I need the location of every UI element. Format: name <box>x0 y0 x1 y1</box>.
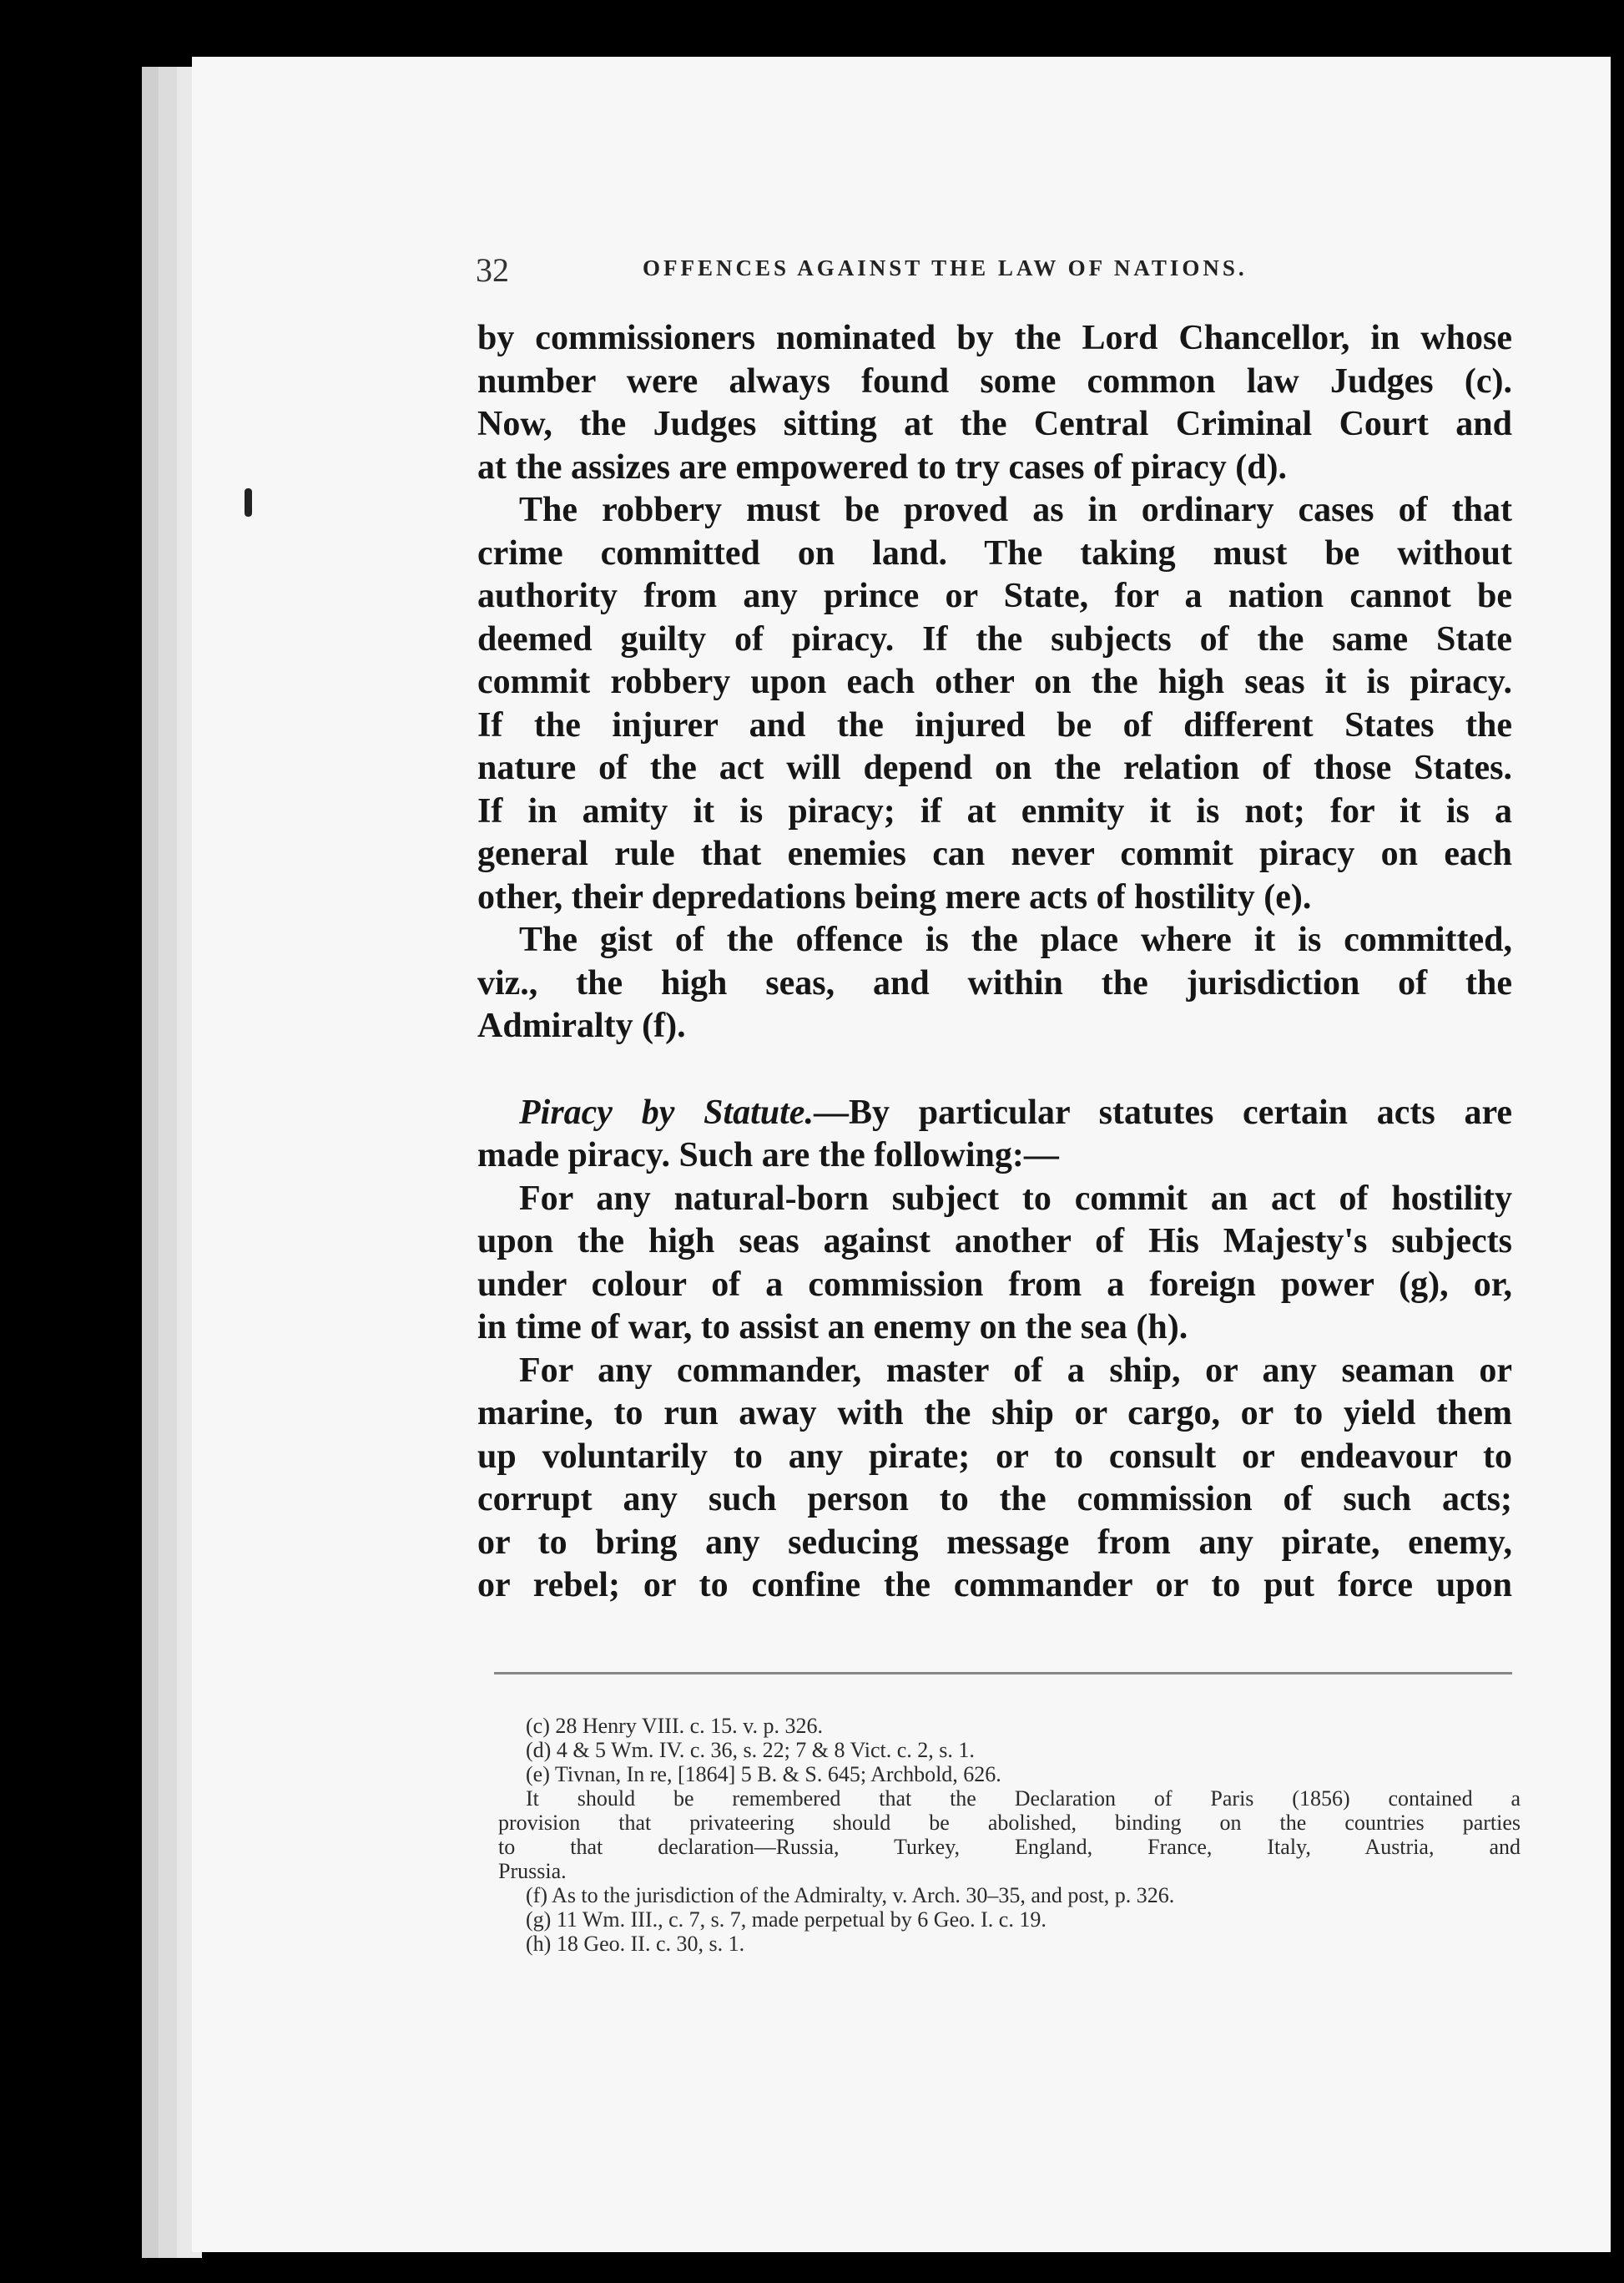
margin-mark <box>245 488 252 517</box>
footnote: (f) As to the jurisdiction of the Admiralty, v. Arch. 30–35, and post, p. 326. <box>526 1883 1175 1907</box>
footnote: (c) 28 Henry VIII. c. 15. v. p. 326. <box>526 1714 823 1738</box>
footnote: (d) 4 & 5 Wm. IV. c. 36, s. 22; 7 & 8 Vict. c. 2, s. 1. <box>526 1738 975 1762</box>
footnote: (g) 11 Wm. III., c. 7, s. 7, made perpetual by 6 Geo. I. c. 19. <box>526 1907 1047 1932</box>
page-number: 32 <box>476 251 509 289</box>
text-line: authority from any prince or State, for a nation cannot be <box>477 577 1512 615</box>
text-line: For any commander, master of a ship, or any seaman or <box>519 1351 1512 1390</box>
text-line: general rule that enemies can never commit piracy on each <box>477 835 1512 873</box>
section-heading: Piracy by Statute. <box>519 1093 814 1132</box>
running-title: OFFENCES AGAINST THE LAW OF NATIONS. <box>643 255 1248 280</box>
text-line: corrupt any such person to the commission of such acts; <box>477 1480 1512 1518</box>
running-head <box>476 250 1511 289</box>
text-line: made piracy. Such are the following:— <box>477 1136 1059 1174</box>
text-line: by commissioners nominated by the Lord Chancellor, in whose <box>477 319 1512 357</box>
footnote: (e) Tivnan, In re, [1864] 5 B. & S. 645; Archbold, 626. <box>526 1762 1001 1786</box>
text-line: If in amity it is piracy; if at enmity it is not; for it is a <box>477 791 1512 831</box>
text-line: commit robbery upon each other on the high seas it is piracy. <box>477 663 1512 701</box>
text-line: at the assizes are empowered to try cases of piracy (d). <box>477 447 1288 487</box>
text-line: under colour of a commission from a foreign power (g), or, <box>477 1265 1512 1304</box>
text-line: viz., the high seas, and within the jurisdiction of the <box>477 963 1512 1003</box>
text-line: Now, the Judges sitting at the Central Criminal Court and <box>477 405 1512 443</box>
text-line: nature of the act will depend on the relation of those States. <box>477 749 1512 787</box>
text-line: The gist of the offence is the place where it is committed, <box>519 921 1512 959</box>
text-line: in time of war, to assist an enemy on the sea (h). <box>477 1308 1188 1346</box>
footnotes <box>498 1714 1521 1956</box>
text-line: marine, to run away with the ship or cargo, or to yield them <box>477 1394 1512 1432</box>
text-line: up voluntarily to any pirate; or to consult or endeavour to <box>477 1437 1512 1476</box>
footnote: to that declaration—Russia, Turkey, England, France, Italy, Austria, and <box>498 1835 1521 1859</box>
text-line: deemed guilty of piracy. If the subjects of the same State <box>477 619 1512 659</box>
text-line: For any natural-born subject to commit an act of hostility <box>519 1179 1512 1218</box>
footnote: It should be remembered that the Declaration of Paris (1856) contained a <box>526 1786 1521 1811</box>
body-text <box>477 317 1512 1608</box>
text-line: If the injurer and the injured be of different States the <box>477 705 1512 745</box>
text-line: or to bring any seducing message from any pirate, enemy, <box>477 1523 1512 1562</box>
text-run: —By particular statutes certain acts are <box>813 1093 1512 1132</box>
footnote: (h) 18 Geo. II. c. 30, s. 1. <box>526 1932 745 1956</box>
footnote: provision that privateering should be abolished, binding on the countries parties <box>498 1811 1521 1835</box>
section-heading-line <box>477 1092 1512 1135</box>
text-line: upon the high seas against another of His Majesty's subjects <box>477 1222 1512 1260</box>
footnote-rule <box>494 1672 1512 1674</box>
footnote: Prussia. <box>498 1859 567 1883</box>
text-line: Admiralty (f). <box>477 1007 686 1045</box>
text-line: or rebel; or to confine the commander or to put force upon <box>477 1566 1512 1604</box>
text-line: number were always found some common law Judges (c). <box>477 361 1512 401</box>
text-line: other, their depredations being mere acts of hostility (e). <box>477 877 1312 917</box>
text-line: crime committed on land. The taking must be without <box>477 533 1512 573</box>
text-line: The robbery must be proved as in ordinary cases of that <box>519 491 1512 529</box>
